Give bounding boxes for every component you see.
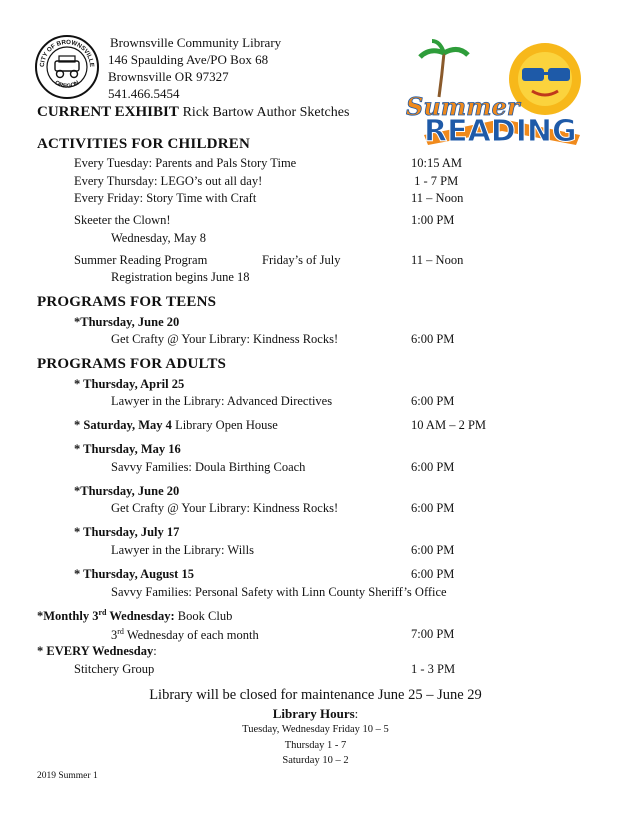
svg-text:OREGON: OREGON [53,80,81,90]
adult-event-3-date: * Thursday, May 16 [74,442,181,456]
teen-event-text: Get Crafty @ Your Library: Kindness Rocks! [111,332,339,346]
adult-event-2 [74,418,278,433]
library-phone: 541.466.5454 [108,86,180,101]
adult-event-4-time: 6:00 PM [411,501,455,515]
adults-heading: PROGRAMS FOR ADULTS [37,356,227,372]
adult-event-3-time: 6:00 PM [411,460,455,474]
hours-line-2: Thursday 1 - 7 [284,740,347,751]
document-code: 2019 Summer 1 [37,771,98,781]
adult-event-6-time: 6:00 PM [411,567,455,581]
library-address: 146 Spaulding Ave/PO Box 68 [108,52,269,67]
city-seal-logo [34,34,100,100]
summer-reading-art [402,37,602,149]
teen-event-date: *Thursday, June 20 [74,315,180,329]
current-exhibit [37,104,349,121]
svg-text:CITY OF BROWNSVILLE: CITY OF BROWNSVILLE [38,38,96,68]
summer-word: Summer [406,92,520,121]
child-activity-2: Every Thursday: LEGO’s out all day! [74,174,263,188]
child-time-3: 11 – Noon [411,191,464,205]
adult-event-2-text: Library Open House [175,418,278,432]
hours-line-1: Tuesday, Wednesday Friday 10 – 5 [242,724,389,735]
adult-event-2-date: * Saturday, May 4 [74,418,172,432]
monthly-time: 7:00 PM [411,627,455,641]
child-time-4: 1:00 PM [411,213,455,227]
child-activity-4: Skeeter the Clown! [74,213,171,227]
weekly-label: * EVERY Wednesday: [37,644,157,658]
exhibit-label: CURRENT EXHIBIT [37,104,179,120]
adult-event-2-time: 10 AM – 2 PM [411,418,487,432]
child-activity-4-date: Wednesday, May 8 [111,231,207,245]
adult-event-5-time: 6:00 PM [411,543,455,557]
hours-line-3: Saturday 10 – 2 [282,755,349,766]
adult-event-5-text: Lawyer in the Library: Wills [111,543,254,557]
adult-event-3-text: Savvy Families: Doula Birthing Coach [111,460,306,474]
closure-notice: Library will be closed for maintenance June 25 – June 29 [149,687,482,703]
adult-event-6-text: Savvy Families: Personal Safety with Linn County Sheriff’s Office [111,585,447,599]
adult-event-6-date: * Thursday, August 15 [74,567,194,581]
adult-event-5-date: * Thursday, July 17 [74,525,180,539]
child-activity-5: Summer Reading Program [74,253,208,267]
library-name: Brownsville Community Library [110,35,282,50]
teen-event-time: 6:00 PM [411,332,455,346]
child-time-1: 10:15 AM [411,156,463,170]
sun-icon [509,43,581,115]
child-activity-5-day: Friday’s of July [262,253,341,267]
monthly-label: *Monthly 3rd Wednesday: [37,608,175,624]
adult-event-1-time: 6:00 PM [411,394,455,408]
reading-word: READING [424,114,577,149]
adult-event-4-date: *Thursday, June 20 [74,484,180,498]
child-activity-3: Every Friday: Story Time with Craft [74,191,257,205]
weekly-event-time: 1 - 3 PM [411,662,456,676]
library-city: Brownsville OR 97327 [108,69,229,84]
adult-event-1-text: Lawyer in the Library: Advanced Directives [111,394,333,408]
monthly-event [37,608,232,624]
child-time-2: 1 - 7 PM [411,174,459,188]
teens-heading: PROGRAMS FOR TEENS [37,294,217,310]
palm-tree-icon [420,41,468,97]
weekly-event-text: Stitchery Group [74,662,155,676]
monthly-event-name: Book Club [174,609,233,624]
monthly-schedule: 3rd Wednesday of each month [111,627,259,643]
exhibit-text: Rick Bartow Author Sketches [182,105,350,120]
child-activity-5-note: Registration begins June 18 [111,270,250,284]
child-activity-1: Every Tuesday: Parents and Pals Story Time [74,156,297,170]
adult-event-4-text: Get Crafty @ Your Library: Kindness Rocks! [111,501,339,515]
hours-title: Library Hours: [272,706,359,721]
adult-event-1-date: * Thursday, April 25 [74,377,185,391]
children-heading: ACTIVITIES FOR CHILDREN [37,136,250,152]
child-time-5: 11 – Noon [411,253,464,267]
